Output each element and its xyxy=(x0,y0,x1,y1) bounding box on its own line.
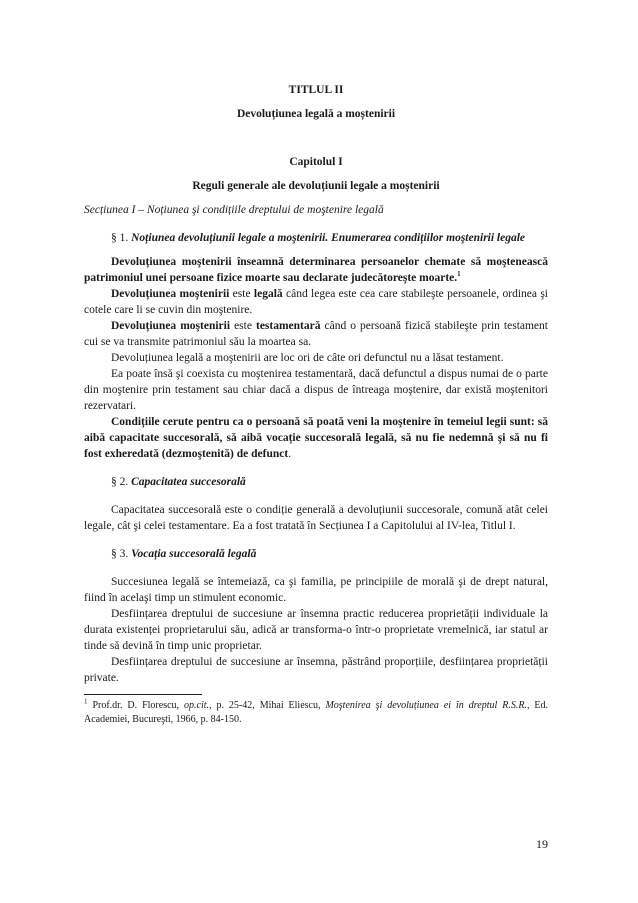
title: TITLUL II xyxy=(288,84,344,96)
paragraph-heading-text: Capacitatea succesorală xyxy=(131,476,246,488)
chapter-title: Capitolul I xyxy=(289,156,343,168)
definition-text: Devoluțiunea moştenirii înseamnă determinarea persoanelor chemate să moştenească patrimoniul unei persoane fizice moarte sau declarate judecătoreşte moarte. xyxy=(84,256,548,284)
title-subtitle: Devoluțiunea legală a moștenirii xyxy=(236,108,396,120)
body-paragraph: Capacitatea succesorală este o condiție generală a devoluțiunii succesorale, comună atât celei legale, cât şi celei testamentare. Ea a fost tratată în Secțiunea I a Capitolului al IV-lea, Titlul I. xyxy=(84,504,548,532)
paragraph-number: § 2. xyxy=(111,476,132,488)
body-paragraph: Devoluțiunea moştenirii este legală când legea este cea care stabileşte persoanele, ordinea şi cotele care li se cuvin din moştenire. xyxy=(84,288,548,316)
body-paragraph: Devoluțiunea legală a moştenirii are loc ori de câte ori defunctul nu a lăsat testament. xyxy=(111,352,504,364)
paragraph-heading-text: Noțiunea devoluțiunii legale a moştenirii. Enumerarea condițiilor moştenirii legale xyxy=(131,232,526,244)
body-paragraph: Desființarea dreptului de succesiune ar însemna practic reducerea proprietății individuale la durata existenței proprietarului său, adică ar transforma-o într-o proprietate vremelnică, iar statul ar tinde să devină în timp unic proprietar. xyxy=(84,608,548,652)
paragraph-heading-1 xyxy=(84,230,548,246)
paragraph-heading-text: Vocația succesorală legală xyxy=(131,548,257,560)
body-paragraph: Desființarea dreptului de succesiune ar însemna, păstrând proporțiile, desființarea proprietății private. xyxy=(84,656,548,684)
footnote: $^1$ Prof.dr. D. Florescu, op.cit., p. 25-42, Mihai Eliescu, Moştenirea şi devoluțiunea ei în dreptul R.S.R., Ed. Academiei, Bucureşti, 1966, p. 84-150. xyxy=(84,697,549,725)
footnote-reference: 1 xyxy=(457,270,461,279)
page-body xyxy=(84,82,548,727)
paragraph-heading-2 xyxy=(84,474,548,490)
body-paragraph: Succesiunea legală se întemeiază, ca şi familia, pe principiile de morală şi de drept natural, fiind în acelaşi timp un stimulent economic. xyxy=(84,576,548,604)
footnote-number: 1 xyxy=(84,697,88,706)
paragraph-number: § 3. xyxy=(111,548,132,560)
paragraph-number: § 1. xyxy=(111,232,132,244)
definition-paragraph xyxy=(84,254,548,286)
conditions-paragraph: Condițiile cerute pentru ca o persoană să poată veni la moştenire în temeiul legii sunt: să aibă capacitate succesorală, să aibă vocație succesorală legală, să nu fie nedemnă şi să nu fi fost exheredată (dezmoştenită) de defunct. xyxy=(84,416,548,460)
footnote-divider xyxy=(84,694,202,695)
section-heading: Secțiunea I – Noțiunea şi condițiile dreptului de moştenire legală xyxy=(84,204,384,216)
body-paragraph: Devoluțiunea moştenirii este testamentară când o persoană fizică stabileşte prin testament cui se va transmite patrimoniul său la moartea sa. xyxy=(84,320,548,348)
page-number: 19 xyxy=(536,837,548,851)
chapter-subtitle: Reguli generale ale devoluțiunii legale a moștenirii xyxy=(192,180,440,192)
body-paragraph: Ea poate însă şi coexista cu moştenirea testamentară, dacă defunctul a dispus numai de o parte din moştenire prin testament sau chiar dacă a dispus de întreaga moştenire, dar există moştenitori rezervatari. xyxy=(84,368,548,412)
paragraph-heading-3 xyxy=(84,546,548,562)
